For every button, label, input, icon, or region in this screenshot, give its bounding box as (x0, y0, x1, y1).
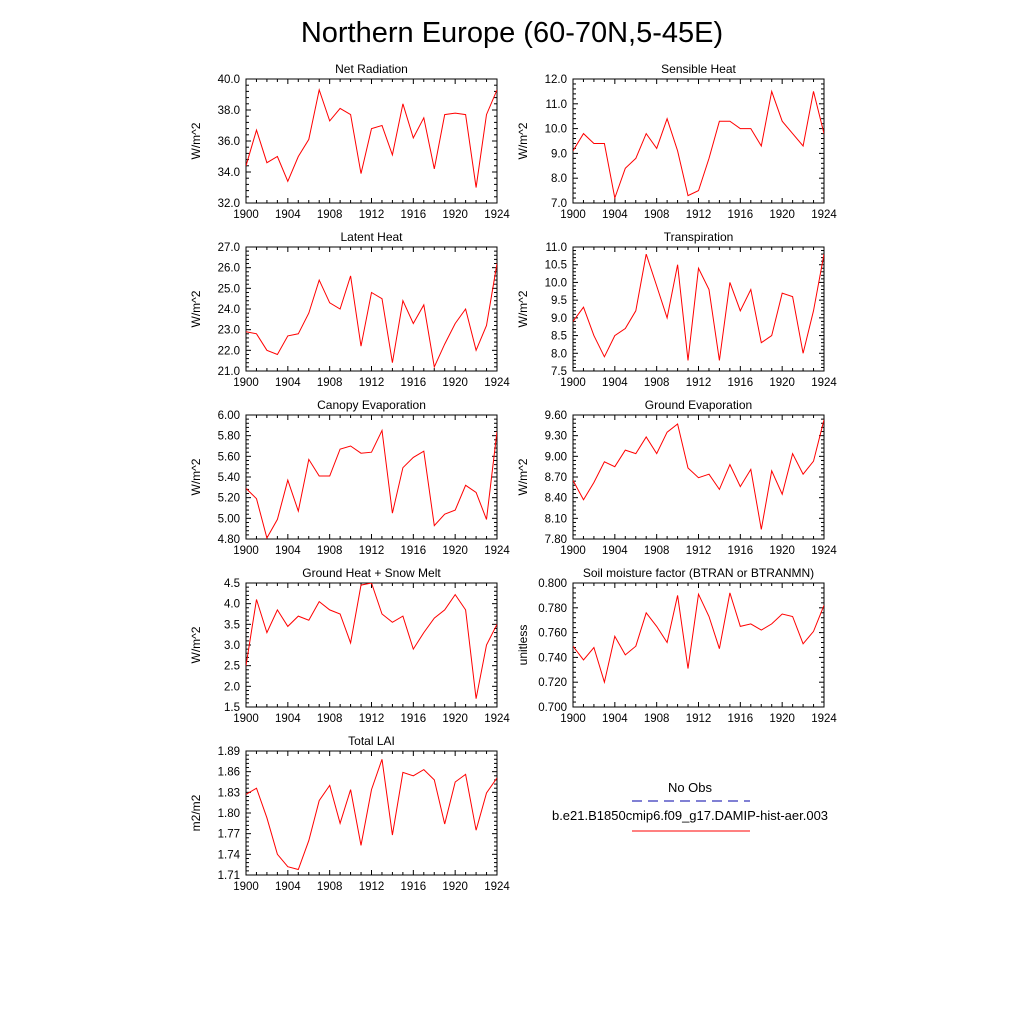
panels-group (189, 62, 837, 893)
series-line (573, 91, 824, 198)
legend-obs-label: No Obs (667, 780, 713, 795)
x-tick-label: 1904 (275, 881, 301, 893)
y-tick-label: 4.5 (224, 578, 240, 590)
plot-frame (246, 415, 497, 539)
x-tick-label: 1900 (233, 713, 259, 725)
y-tick-label: 4.0 (224, 598, 240, 611)
panel-7 (516, 566, 837, 725)
x-tick-label: 1912 (685, 209, 712, 221)
y-tick-label: 1.89 (217, 746, 240, 758)
y-tick-label: 7.5 (551, 366, 567, 378)
x-tick-label: 1916 (727, 377, 754, 389)
x-tick-label: 1900 (233, 209, 259, 221)
x-tick-label: 1924 (484, 377, 510, 389)
panel-title: Sensible Heat (661, 62, 736, 76)
x-tick-label: 1900 (233, 881, 259, 893)
y-axis-label: W/m^2 (189, 626, 203, 664)
series-line (573, 420, 824, 530)
x-tick-label: 1908 (316, 881, 343, 893)
panel-4 (189, 398, 510, 557)
y-tick-label: 9.0 (551, 148, 567, 161)
y-axis-label: W/m^2 (516, 458, 530, 496)
plot-frame (246, 751, 497, 875)
x-tick-label: 1924 (484, 713, 510, 725)
series-line (246, 431, 497, 539)
x-tick-label: 1920 (442, 377, 468, 389)
x-tick-label: 1908 (316, 545, 343, 557)
y-tick-label: 5.80 (217, 430, 240, 443)
y-tick-label: 1.77 (217, 828, 240, 841)
y-tick-label: 24.0 (217, 304, 240, 316)
y-axis-label: m2/m2 (189, 794, 203, 832)
x-tick-label: 1920 (442, 881, 468, 893)
y-tick-label: 9.60 (544, 410, 567, 422)
y-tick-label: 25.0 (217, 283, 240, 296)
x-tick-label: 1908 (643, 545, 670, 557)
panel-title: Ground Heat + Snow Melt (302, 566, 441, 580)
x-tick-label: 1904 (602, 209, 628, 221)
panel-5 (516, 398, 837, 557)
series-line (246, 759, 497, 869)
x-tick-label: 1912 (358, 209, 385, 221)
x-tick-label: 1900 (560, 377, 586, 389)
panel-2 (189, 230, 510, 389)
plot-frame (573, 247, 824, 371)
y-tick-label: 4.80 (217, 534, 240, 546)
y-tick-label: 12.0 (544, 74, 567, 86)
y-axis-label: unitless (516, 624, 530, 666)
y-tick-label: 21.0 (217, 366, 240, 378)
y-tick-label: 5.00 (217, 513, 240, 526)
x-tick-label: 1904 (275, 545, 301, 557)
y-tick-label: 7.80 (544, 534, 567, 546)
x-tick-label: 1920 (769, 209, 795, 221)
y-tick-label: 0.760 (538, 627, 567, 640)
y-tick-label: 6.00 (217, 410, 240, 422)
x-tick-label: 1908 (316, 209, 343, 221)
x-tick-label: 1924 (811, 209, 837, 221)
panel-title: Total LAI (348, 734, 395, 748)
x-tick-label: 1904 (275, 713, 301, 725)
y-tick-label: 40.0 (217, 74, 240, 86)
y-tick-label: 27.0 (217, 242, 240, 254)
y-tick-label: 5.40 (217, 472, 240, 484)
y-tick-label: 8.10 (544, 513, 567, 526)
y-axis-label: W/m^2 (189, 290, 203, 328)
y-tick-label: 0.720 (538, 677, 567, 690)
x-tick-label: 1908 (316, 713, 343, 725)
y-tick-label: 0.800 (538, 578, 567, 590)
x-tick-label: 1904 (275, 377, 301, 389)
x-tick-label: 1916 (727, 545, 754, 557)
y-tick-label: 1.83 (217, 787, 240, 800)
y-tick-label: 9.5 (551, 295, 567, 308)
y-tick-label: 32.0 (217, 198, 240, 210)
panel-0 (189, 62, 510, 221)
panel-title: Soil moisture factor (BTRAN or BTRANMN) (582, 566, 815, 580)
series-line (246, 90, 497, 188)
x-tick-label: 1908 (643, 209, 670, 221)
y-tick-label: 10.0 (544, 277, 567, 290)
y-axis-label: W/m^2 (189, 458, 203, 496)
x-tick-label: 1912 (358, 713, 385, 725)
panel-title: Canopy Evaporation (317, 398, 426, 412)
series-line (573, 254, 824, 360)
x-tick-label: 1920 (442, 545, 468, 557)
legend (552, 780, 828, 831)
y-tick-label: 26.0 (217, 262, 240, 275)
panel-8 (189, 734, 510, 893)
plot-frame (246, 79, 497, 203)
series-line (246, 583, 497, 699)
y-tick-label: 1.86 (217, 766, 240, 779)
y-tick-label: 8.5 (551, 330, 567, 343)
x-tick-label: 1904 (602, 377, 628, 389)
x-tick-label: 1920 (769, 545, 795, 557)
y-tick-label: 3.5 (224, 619, 240, 632)
x-tick-label: 1916 (400, 545, 427, 557)
plot-frame (573, 79, 824, 203)
x-tick-label: 1904 (275, 209, 301, 221)
y-tick-label: 1.80 (217, 808, 240, 820)
series-line (246, 264, 497, 367)
x-tick-label: 1900 (560, 545, 586, 557)
x-tick-label: 1908 (643, 377, 670, 389)
panel-title: Transpiration (663, 230, 734, 244)
figure-title: Northern Europe (60-70N,5-45E) (300, 17, 724, 49)
x-tick-label: 1908 (316, 377, 343, 389)
x-tick-label: 1920 (769, 713, 795, 725)
y-tick-label: 0.700 (538, 702, 567, 714)
y-tick-label: 2.0 (224, 681, 240, 694)
y-tick-label: 0.780 (538, 602, 567, 615)
y-tick-label: 7.0 (551, 198, 567, 210)
x-tick-label: 1912 (685, 545, 712, 557)
panel-3 (516, 230, 837, 389)
x-tick-label: 1900 (233, 545, 259, 557)
y-tick-label: 8.0 (551, 348, 567, 361)
y-tick-label: 9.00 (544, 451, 567, 464)
y-tick-label: 8.40 (544, 492, 567, 505)
y-tick-label: 0.740 (538, 652, 567, 665)
series-line (573, 593, 824, 682)
y-tick-label: 10.0 (544, 123, 567, 136)
x-tick-label: 1900 (560, 713, 586, 725)
plot-frame (573, 583, 824, 707)
x-tick-label: 1924 (811, 713, 837, 725)
x-tick-label: 1924 (484, 545, 510, 557)
y-tick-label: 11.0 (545, 98, 567, 111)
y-tick-label: 1.5 (224, 702, 240, 714)
x-tick-label: 1916 (727, 713, 754, 725)
x-tick-label: 1924 (484, 881, 510, 893)
x-tick-label: 1924 (811, 545, 837, 557)
panel-6 (189, 566, 510, 725)
y-tick-label: 8.70 (544, 472, 567, 484)
x-tick-label: 1924 (484, 209, 510, 221)
x-tick-label: 1904 (602, 713, 628, 725)
x-tick-label: 1912 (685, 713, 712, 725)
y-tick-label: 2.5 (224, 660, 240, 673)
x-tick-label: 1916 (727, 209, 754, 221)
y-tick-label: 38.0 (217, 105, 240, 117)
x-tick-label: 1920 (442, 713, 468, 725)
x-tick-label: 1920 (769, 377, 795, 389)
x-tick-label: 1916 (400, 713, 427, 725)
x-tick-label: 1916 (400, 881, 427, 893)
y-tick-label: 9.0 (551, 312, 567, 325)
plot-frame (246, 247, 497, 371)
y-tick-label: 34.0 (217, 167, 240, 179)
y-tick-label: 5.60 (217, 451, 240, 464)
x-tick-label: 1916 (400, 209, 427, 221)
x-tick-label: 1912 (358, 881, 385, 893)
y-tick-label: 8.0 (551, 173, 567, 186)
x-tick-label: 1900 (560, 209, 586, 221)
y-tick-label: 36.0 (217, 136, 240, 148)
y-axis-label: W/m^2 (516, 122, 530, 160)
y-tick-label: 5.20 (217, 492, 240, 505)
y-tick-label: 1.74 (217, 849, 240, 862)
y-tick-label: 1.71 (217, 870, 240, 882)
x-tick-label: 1916 (400, 377, 427, 389)
x-tick-label: 1924 (811, 377, 837, 389)
y-axis-label: W/m^2 (189, 122, 203, 160)
x-tick-label: 1920 (442, 209, 468, 221)
panel-title: Latent Heat (340, 230, 403, 244)
x-tick-label: 1900 (233, 377, 259, 389)
y-tick-label: 23.0 (217, 324, 240, 337)
panel-1 (516, 62, 837, 221)
y-axis-label: W/m^2 (516, 290, 530, 328)
plot-frame (246, 583, 497, 707)
x-tick-label: 1912 (358, 545, 385, 557)
panel-title: Net Radiation (335, 62, 408, 76)
x-tick-label: 1904 (602, 545, 628, 557)
x-tick-label: 1908 (643, 713, 670, 725)
y-tick-label: 3.0 (224, 640, 240, 652)
x-tick-label: 1912 (685, 377, 712, 389)
legend-model-label: b.e21.B1850cmip6.f09_g17.DAMIP-hist-aer.003 (551, 808, 829, 823)
y-tick-label: 10.5 (544, 259, 567, 272)
y-tick-label: 11.0 (545, 242, 567, 254)
x-tick-label: 1912 (358, 377, 385, 389)
y-tick-label: 9.30 (544, 430, 567, 443)
y-tick-label: 22.0 (217, 345, 240, 358)
panel-title: Ground Evaporation (644, 398, 753, 412)
